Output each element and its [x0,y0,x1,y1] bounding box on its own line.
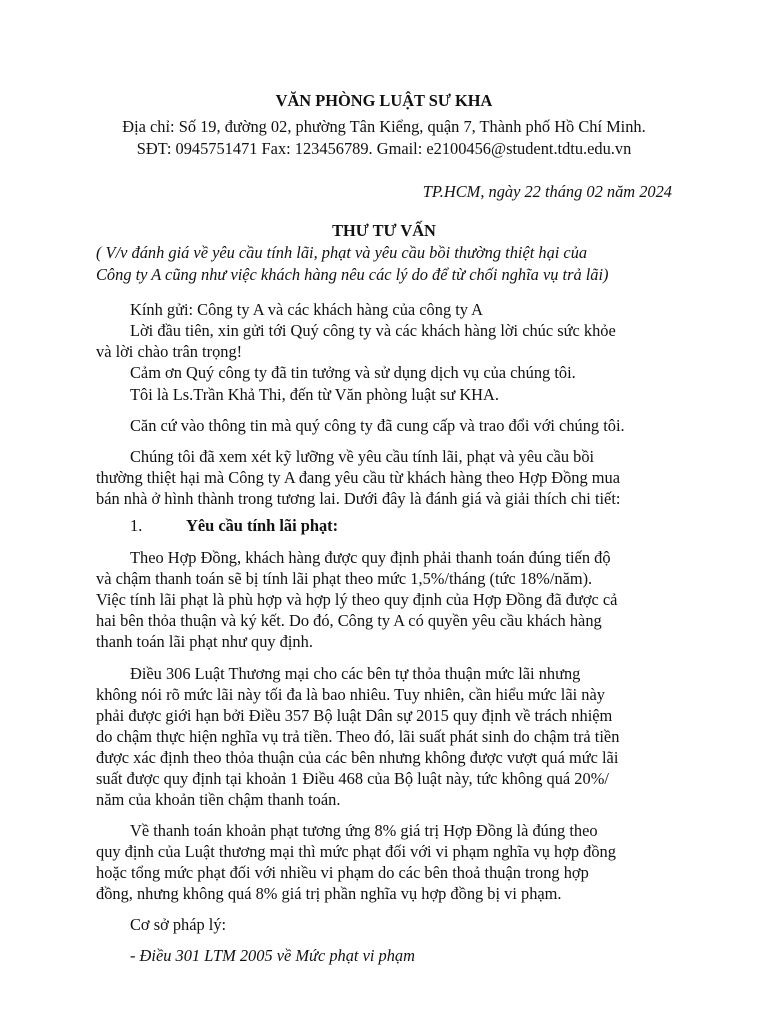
subject-line: Công ty A cũng như việc khách hàng nêu các lý do để từ chối nghĩa vụ trả lãi) [96,265,609,284]
paragraph-line: suất được quy định tại khoản 1 Điều 468 của Bộ luật này, tức không quá 20%/ [96,769,609,788]
paragraph-line: đồng, nhưng không quá 8% giá trị phần nghĩa vụ hợp đồng bị vi phạm. [96,884,562,903]
basis-line: Căn cứ vào thông tin mà quý công ty đã cung cấp và trao đổi với chúng tôi. [130,416,625,435]
paragraph-line: hai bên thỏa thuận và ký kết. Do đó, Công ty A có quyền yêu cầu khách hàng [96,611,602,630]
paragraph-line: Theo Hợp Đồng, khách hàng được quy định phải thanh toán đúng tiến độ [130,548,611,567]
paragraph-line: phải được giới hạn bởi Điều 357 Bộ luật Dân sự 2015 quy định về trách nhiệm [96,706,613,725]
paragraph-line: không nói rõ mức lãi này tối đa là bao nhiêu. Tuy nhiên, cần hiểu mức lãi này [96,685,605,704]
paragraph-line: hoặc tổng mức phạt đối với nhiều vi phạm do các bên thoả thuận trong hợp [96,863,589,882]
letter-title: THƯ TƯ VẤN [332,221,436,240]
intro-line: Chúng tôi đã xem xét kỹ lưỡng về yêu cầu tính lãi, phạt và yêu cầu bồi [130,447,595,466]
paragraph-line: Việc tính lãi phạt là phù hợp và hợp lý theo quy định của Hợp Đồng đã được cả [96,590,618,609]
office-name: VĂN PHÒNG LUẬT SƯ KHA [275,91,493,110]
paragraph-line: Điều 306 Luật Thương mại cho các bên tự thỏa thuận mức lãi nhưng [130,664,581,683]
section-heading: Yêu cầu tính lãi phạt: [186,516,339,535]
greeting-line: Tôi là Ls.Trần Khả Thi, đến từ Văn phòng luật sư KHA. [130,385,499,404]
subject-line: ( V/v đánh giá về yêu cầu tính lãi, phạt và yêu cầu bồi thường thiệt hại của [96,243,588,262]
greeting-line: Cảm ơn Quý công ty đã tin tưởng và sử dụng dịch vụ của chúng tôi. [130,363,576,382]
office-contact: SĐT: 0945751471 Fax: 123456789. Gmail: e2100456@student.tdtu.edu.vn [136,139,632,158]
intro-line: thường thiệt hại mà Công ty A đang yêu cầu từ khách hàng theo Hợp Đồng mua [96,468,620,487]
greeting-line: Lời đầu tiên, xin gửi tới Quý công ty và các khách hàng lời chúc sức khỏe [130,321,616,340]
greeting-line: Kính gửi: Công ty A và các khách hàng của công ty A [130,300,484,319]
section-number: 1. [130,516,143,535]
paragraph-line: thanh toán lãi phạt như quy định. [96,632,313,651]
greeting-line: và lời chào trân trọng! [96,342,243,361]
paragraph-line: năm của khoản tiền chậm thanh toán. [96,790,341,809]
office-address: Địa chỉ: Số 19, đường 02, phường Tân Kiểng, quận 7, Thành phố Hồ Chí Minh. [122,117,646,136]
paragraph-line: do chậm thực hiện nghĩa vụ trả tiền. Theo đó, lãi suất phát sinh do chậm trả tiền [96,727,620,746]
legal-basis-label: Cơ sở pháp lý: [130,915,227,934]
paragraph-line: Về thanh toán khoản phạt tương ứng 8% giá trị Hợp Đồng là đúng theo [130,821,598,840]
paragraph-line: được xác định theo thỏa thuận của các bên nhưng không được vượt quá mức lãi [96,748,619,767]
legal-basis-item: - Điều 301 LTM 2005 về Mức phạt vi phạm [130,946,415,965]
paragraph-line: quy định của Luật thương mại thì mức phạt đối với vi phạm nghĩa vụ hợp đồng [96,842,616,861]
paragraph-line: và chậm thanh toán sẽ bị tính lãi phạt theo mức 1,5%/tháng (tức 18%/năm). [96,569,593,588]
date-line: TP.HCM, ngày 22 tháng 02 năm 2024 [422,182,672,201]
intro-line: bán nhà ở hình thành trong tương lai. Dưới đây là đánh giá và giải thích chi tiết: [96,489,621,508]
